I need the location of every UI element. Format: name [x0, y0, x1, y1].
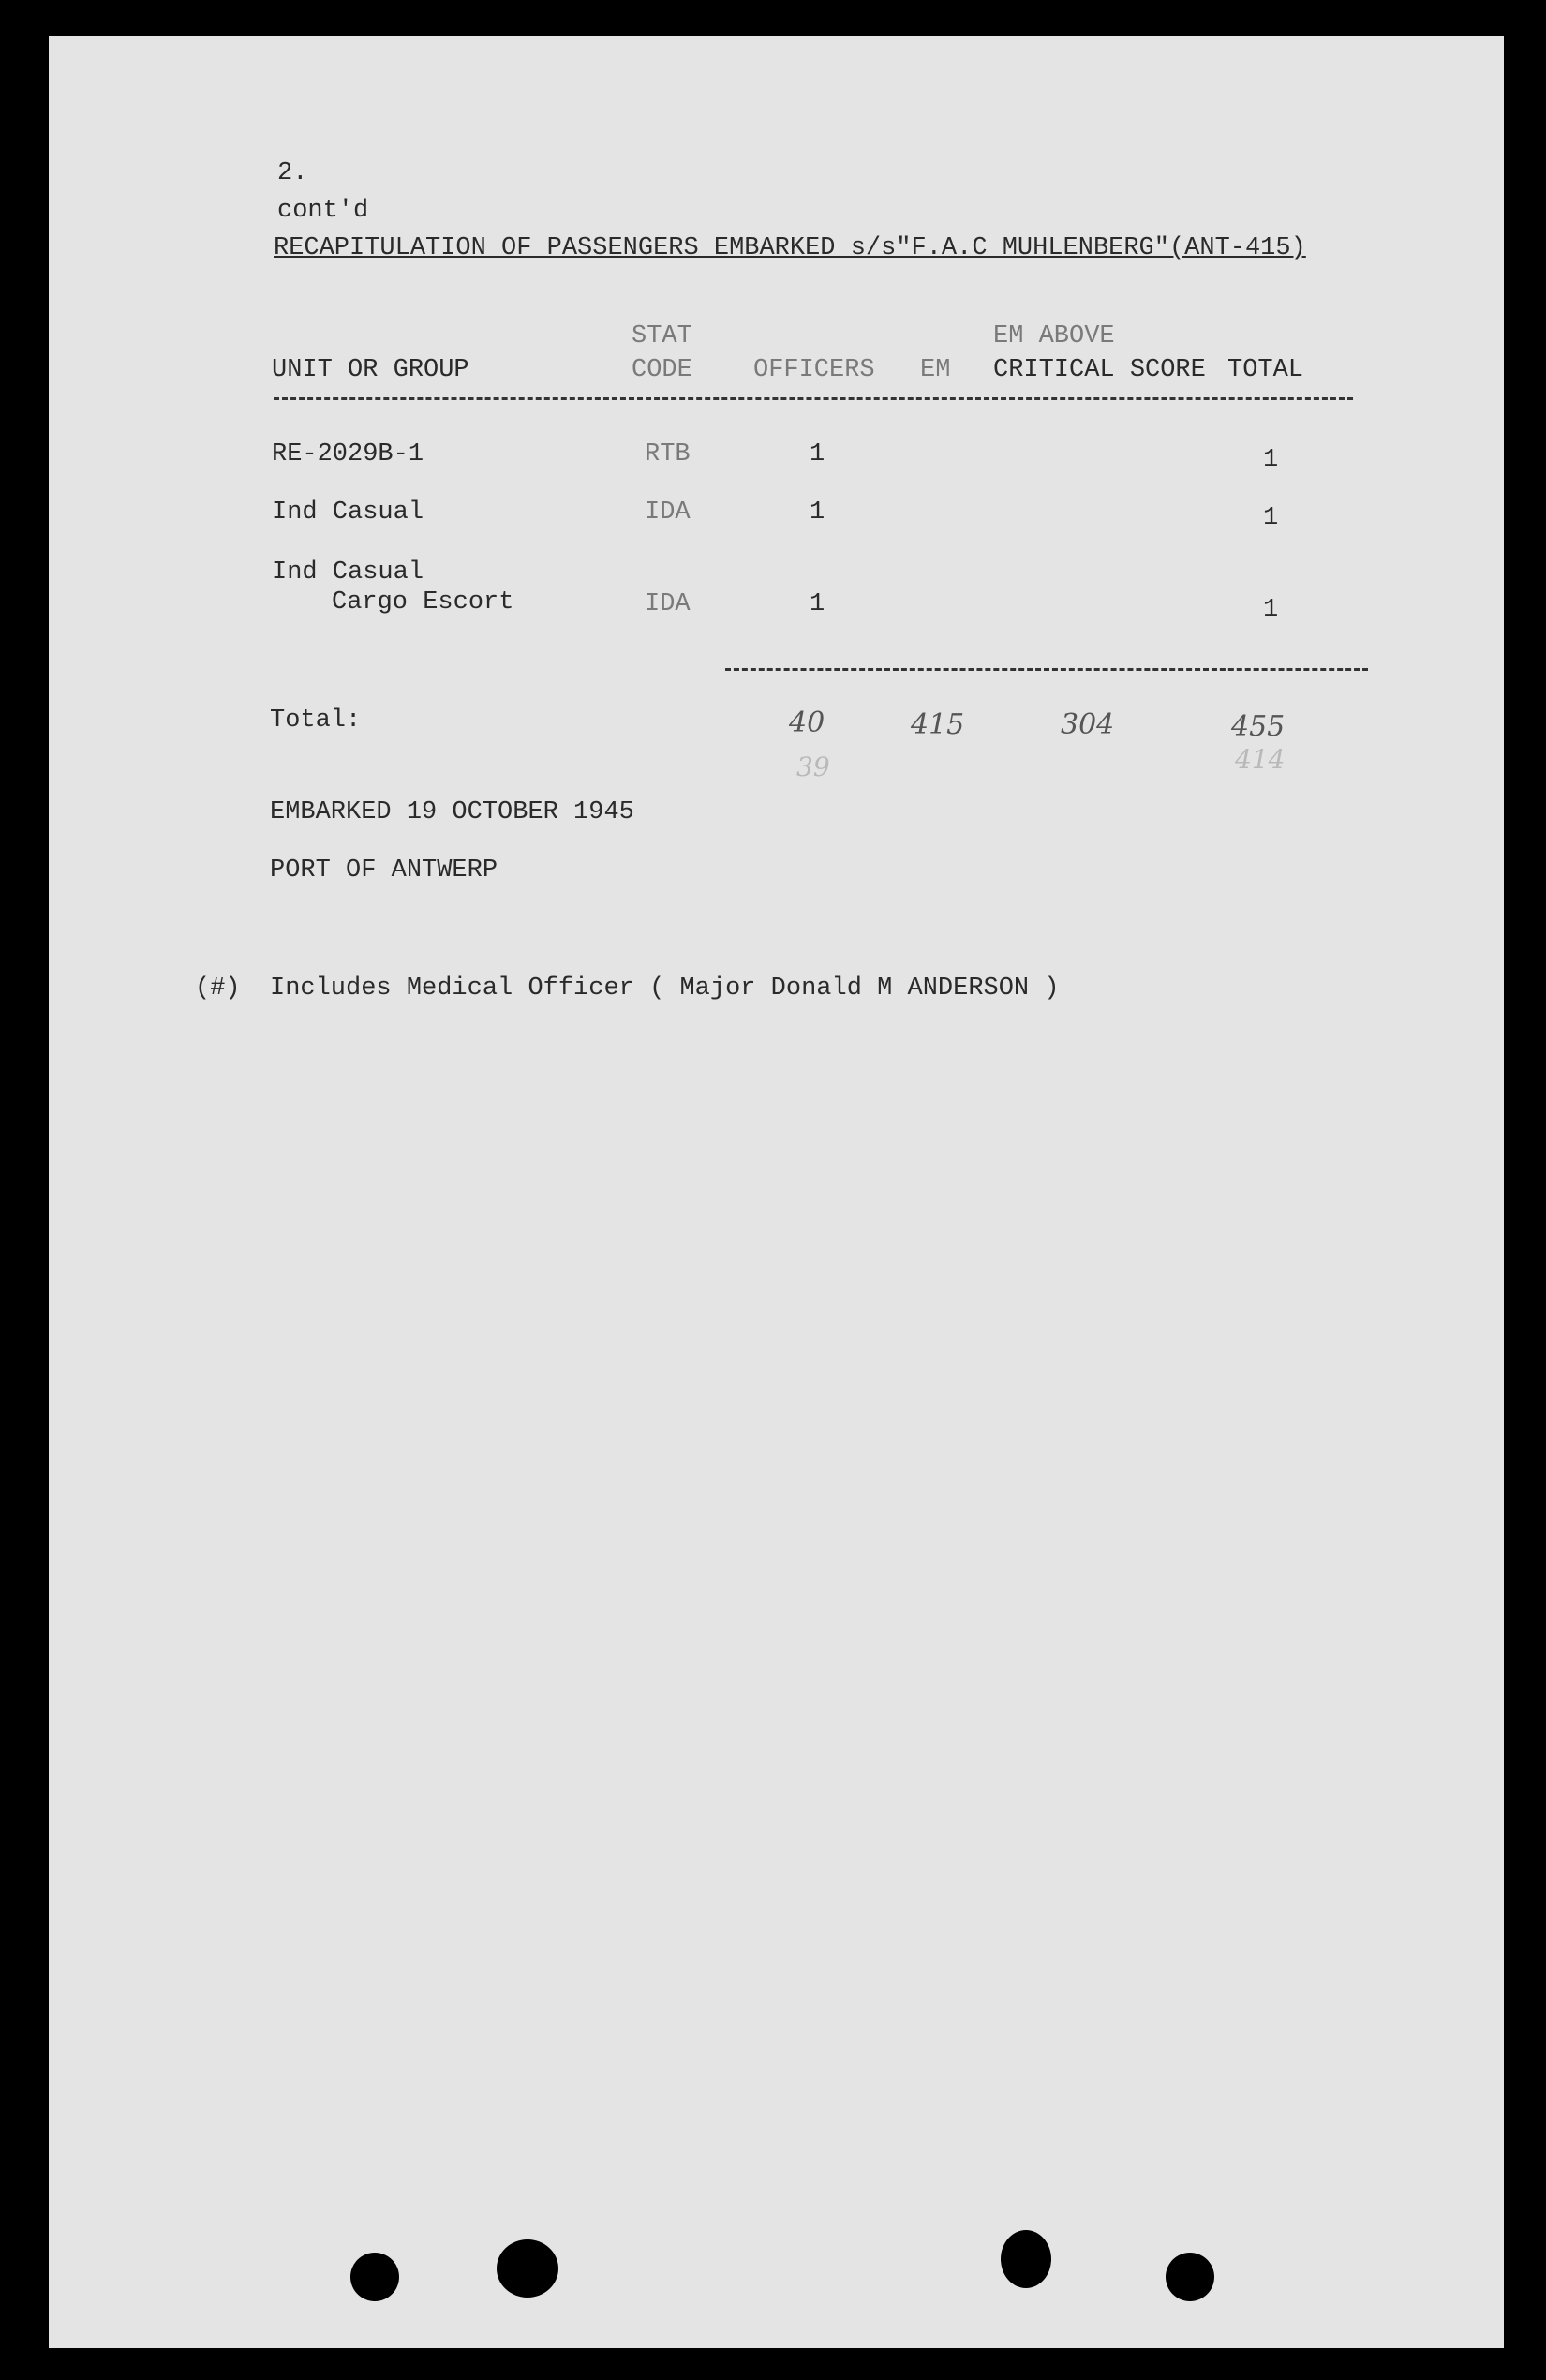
row-unit: Ind Casual: [272, 498, 424, 527]
row-unit: RE-2029B-1: [272, 440, 424, 469]
row-unit-line2: Cargo Escort: [332, 588, 514, 617]
totals-total: 455: [1231, 710, 1286, 743]
row-officers: 1: [810, 498, 825, 527]
row-total: 1: [1263, 596, 1279, 624]
row-total: 1: [1263, 446, 1279, 474]
contd-label: cont'd: [277, 197, 369, 225]
punch-hole: [497, 2239, 558, 2298]
row-officers: 1: [810, 440, 825, 469]
row-total: 1: [1263, 504, 1279, 532]
header-officers: OFFICERS: [753, 356, 875, 384]
totals-label: Total:: [270, 707, 362, 735]
totals-divider: [725, 668, 1368, 671]
embarked-date: EMBARKED 19 OCTOBER 1945: [270, 798, 634, 826]
row-officers: 1: [810, 590, 825, 618]
row-stat-code: IDA: [645, 498, 691, 527]
totals-em: 415: [911, 708, 965, 741]
page-number: 2.: [277, 159, 308, 187]
header-total: TOTAL: [1227, 356, 1304, 384]
punch-hole: [1001, 2230, 1051, 2288]
footnote-mark: (#): [195, 974, 241, 1003]
header-divider: [274, 397, 1353, 400]
port-of-embarkation: PORT OF ANTWERP: [270, 856, 498, 885]
totals-critical-score: 304: [1061, 708, 1115, 741]
header-em-above-line1: EM ABOVE: [993, 322, 1115, 350]
handwritten-officers-correction: 39: [796, 751, 830, 782]
header-unit-or-group: UNIT OR GROUP: [272, 356, 469, 384]
punch-hole: [1166, 2253, 1214, 2301]
punch-hole: [350, 2253, 399, 2301]
document-page: [49, 36, 1504, 2348]
header-stat-line2: CODE: [632, 356, 692, 384]
footnote-text: Includes Medical Officer ( Major Donald M ANDERSON ): [270, 974, 1060, 1003]
row-unit: Ind Casual: [272, 558, 424, 587]
totals-officers: 40: [789, 707, 825, 739]
row-stat-code: IDA: [645, 590, 691, 618]
row-stat-code: RTB: [645, 440, 691, 469]
document-title: RECAPITULATION OF PASSENGERS EMBARKED s/s"F.A.C MUHLENBERG"(ANT-415): [274, 234, 1306, 262]
header-stat-line1: STAT: [632, 322, 692, 350]
handwritten-total-correction: 414: [1235, 744, 1286, 775]
header-em: EM: [920, 356, 951, 384]
header-em-above-line2: CRITICAL SCORE: [993, 356, 1206, 384]
